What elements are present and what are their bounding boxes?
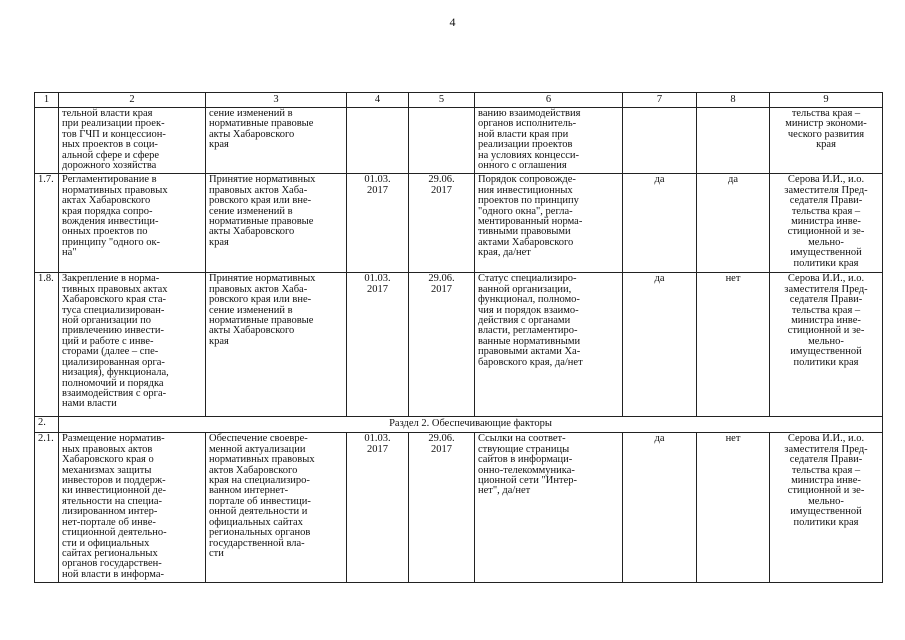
header-col-6: 6: [475, 93, 623, 108]
header-col-7: 7: [623, 93, 697, 108]
result-cell: сение изменений в нормативные правовые акты Хабаровского края: [206, 108, 347, 174]
col8-cell: [697, 108, 770, 174]
end-date-cell: 29.06. 2017: [409, 174, 475, 273]
responsible-cell: Серова И.И., и.о. заместителя Пред- седателя Прави- тельства края – министра инве- стиционной и зе- мельно- имущественной политики края: [770, 273, 883, 417]
result-cell: Принятие нормативных правовых актов Хаба- ровского края или вне- сение изменений в нормативные правовые акты Хабаровского края: [206, 174, 347, 273]
col7-cell: да: [623, 273, 697, 417]
responsible-cell: тельства края – министр экономи- ческого развития края: [770, 108, 883, 174]
start-date-cell: [347, 108, 409, 174]
header-col-5: 5: [409, 93, 475, 108]
header-row: [35, 93, 883, 108]
table-row-2-1: [35, 433, 883, 583]
indicator-cell: Ссылки на соответ- ствующие страницы сайтов в информаци- онно-телекоммуника- ционной сети "Интер- нет", да/нет: [475, 433, 623, 583]
measure-cell: Закрепление в норма- тивных правовых актах Хабаровского края ста- туса специализирован- ной организации по привлечению инвести- ций и работе с инве- сторами (далее – спе- циализированная орга- низация), функционала, полномочий и порядка взаимодействия с орга- нами власти: [59, 273, 206, 417]
col7-cell: да: [623, 174, 697, 273]
col8-cell: нет: [697, 273, 770, 417]
result-cell: Обеспечение своевре- менной актуализации нормативных правовых актов Хабаровского края на специализиро- ванном интернет- портале об инвестици- онной деятельности и официальных сайтах региональных органов государственной вла- сти: [206, 433, 347, 583]
table-row-continuation: [35, 108, 883, 174]
end-date-cell: 29.06. 2017: [409, 273, 475, 417]
page-number: 4: [449, 15, 456, 29]
plan-table: [34, 92, 883, 583]
responsible-cell: Серова И.И., и.о. заместителя Пред- седателя Прави- тельства края – министра инве- стиционной и зе- мельно- имущественной политики края: [770, 433, 883, 583]
header-col-1: 1: [35, 93, 59, 108]
indicator-cell: Порядок сопровожде- ния инвестиционных проектов по принципу "одного окна", регла- ментированный норма- тивными правовыми актами Хабаровского края, да/нет: [475, 174, 623, 273]
row-number: [35, 108, 59, 174]
col8-cell: нет: [697, 433, 770, 583]
start-date-cell: 01.03. 2017: [347, 273, 409, 417]
header-col-8: 8: [697, 93, 770, 108]
header-col-4: 4: [347, 93, 409, 108]
end-date-cell: [409, 108, 475, 174]
header-col-2: 2: [59, 93, 206, 108]
col8-cell: да: [697, 174, 770, 273]
row-number: 2.1.: [35, 433, 59, 583]
section-number: 2.: [35, 417, 59, 433]
header-col-9: 9: [770, 93, 883, 108]
col7-cell: да: [623, 433, 697, 583]
col7-cell: [623, 108, 697, 174]
start-date-cell: 01.03. 2017: [347, 174, 409, 273]
row-number: 1.8.: [35, 273, 59, 417]
start-date-cell: 01.03. 2017: [347, 433, 409, 583]
indicator-cell: Статус специализиро- ванной организации, функционал, полномо- чия и порядок взаимо- действия с органами власти, регламентиро- ванные нормативными правовыми актами Ха- баровского края, да/нет: [475, 273, 623, 417]
end-date-cell: 29.06. 2017: [409, 433, 475, 583]
section-row: [35, 417, 883, 433]
table-row-1-8: [35, 273, 883, 417]
responsible-cell: Серова И.И., и.о. заместителя Пред- седателя Прави- тельства края – министра инве- стиционной и зе- мельно- имущественной политики края: [770, 174, 883, 273]
result-cell: Принятие нормативных правовых актов Хаба- ровского края или вне- сение изменений в нормативные правовые акты Хабаровского края: [206, 273, 347, 417]
measure-cell: тельной власти края при реализации проек- тов ГЧП и концессион- ных проектов в соци- альной сфере и сфере дорожного хозяйства: [59, 108, 206, 174]
header-col-3: 3: [206, 93, 347, 108]
measure-cell: Регламентирование в нормативных правовых актах Хабаровского края порядка сопро- вождения инвестици- онных проектов по принципу "одного ок- на": [59, 174, 206, 273]
section-title: Раздел 2. Обеспечивающие факторы: [59, 417, 883, 433]
table-row-1-7: [35, 174, 883, 273]
indicator-cell: ванию взаимодействия органов исполнитель- ной власти края при реализации проектов на условиях концесси- онного с оглашения: [475, 108, 623, 174]
measure-cell: Размещение норматив- ных правовых актов Хабаровского края о механизмах защиты инвесторов и поддерж- ки инвестиционной де- ятельности на специа- лизированном интер- нет-портале об инве- стиционной деятельно- сти и официальных сайтах региональных органов государствен- ной власти в информа-: [59, 433, 206, 583]
row-number: 1.7.: [35, 174, 59, 273]
